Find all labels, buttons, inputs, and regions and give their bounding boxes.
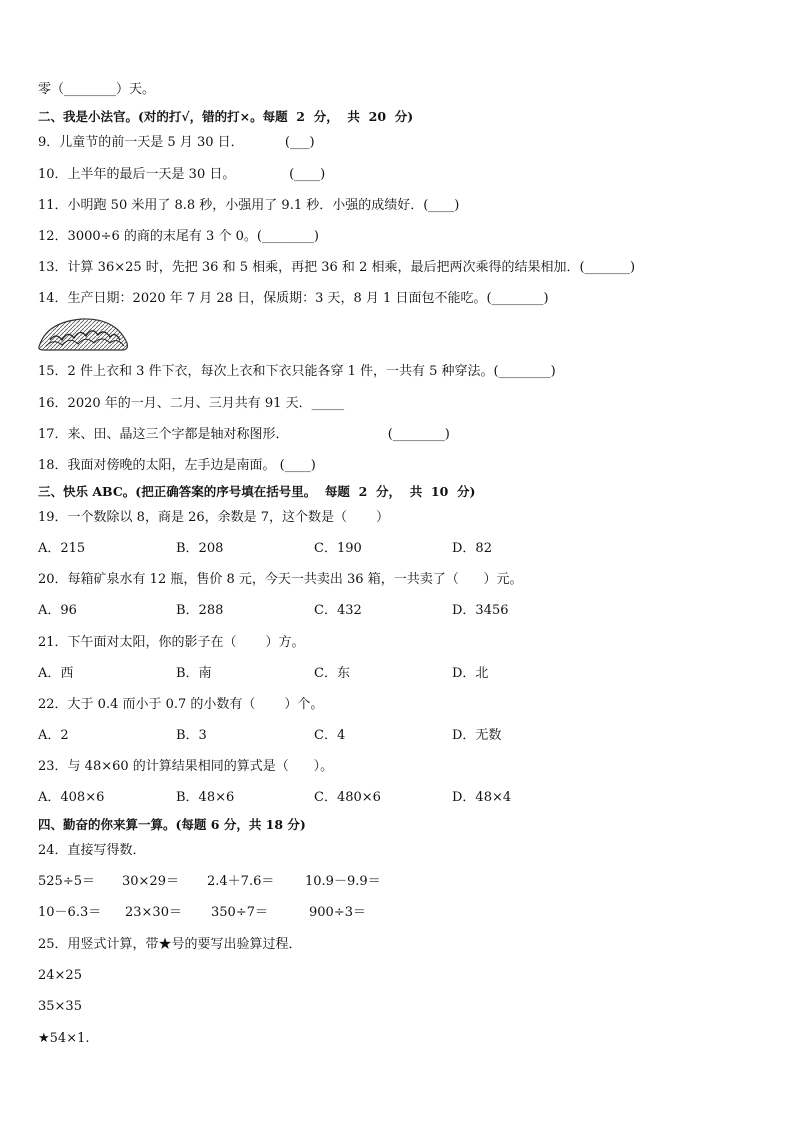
- q22-option-a: A．2: [38, 728, 69, 743]
- calc-item: 10－6.3＝: [38, 905, 102, 920]
- q23-option-b: B．48×6: [176, 790, 235, 805]
- question-13: 13．计算 36×25 时，先把 36 和 5 相乘，再把 36 和 2 相乘，最后把两次乘得的结果相加．(_______): [38, 260, 636, 275]
- q19-option-c: C．190: [314, 541, 362, 556]
- question-18: 18．我面对傍晚的太阳，左手边是南面。 (____): [38, 458, 316, 473]
- q20-option-b: B．288: [176, 603, 224, 618]
- q22-option-d: D．无数: [452, 728, 502, 743]
- calc-item: 10.9－9.9＝: [305, 874, 381, 889]
- calc-item: 525÷5＝: [38, 874, 95, 889]
- calc-item: 350÷7＝: [211, 905, 268, 920]
- q20-option-c: C．432: [314, 603, 362, 618]
- section-3-heading: 三、快乐 ABC。(把正确答案的序号填在括号里。 每题 2 分， 共 10 分): [38, 484, 476, 499]
- question-19: 19．一个数除以 8，商是 26，余数是 7，这个数是（ ）: [38, 510, 389, 525]
- question-21: 21．下午面对太阳，你的影子在（ ）方。: [38, 635, 305, 650]
- q21-option-d: D．北: [452, 666, 489, 681]
- bread-image: [36, 316, 130, 354]
- question-16: 16．2020 年的一月、二月、三月共有 91 天．_____: [38, 396, 345, 411]
- q23-option-a: A．408×6: [38, 790, 105, 805]
- question-11: 11．小明跑 50 米用了 8.8 秒，小强用了 9.1 秒．小强的成绩好．(____): [38, 198, 460, 213]
- question-14: 14．生产日期：2020 年 7 月 28 日，保质期：3 天，8 月 1 日面包不能吃。(________): [38, 291, 549, 306]
- question-15: 15．2 件上衣和 3 件下衣，每次上衣和下衣只能各穿 1 件，一共有 5 种穿法。(________): [38, 364, 556, 379]
- section-4-heading: 四、勤奋的你来算一算。(每题 6 分，共 18 分): [38, 817, 306, 832]
- q20-option-d: D．3456: [452, 603, 509, 618]
- q22-option-c: C．4: [314, 728, 346, 743]
- q19-option-b: B．208: [176, 541, 224, 556]
- fill-blank-tail: 零（________）天。: [38, 82, 156, 97]
- q23-option-c: C．480×6: [314, 790, 381, 805]
- question-17: 17．来、田、晶这三个字都是轴对称图形． (________): [38, 427, 450, 442]
- q21-option-b: B．南: [176, 666, 212, 681]
- vertical-calc-2: 35×35: [38, 999, 82, 1014]
- q19-option-a: A．215: [38, 541, 86, 556]
- question-9: 9．儿童节的前一天是 5 月 30 日． (___): [38, 135, 315, 150]
- calc-item: 900÷3＝: [309, 905, 366, 920]
- section-2-heading: 二、我是小法官。(对的打√，错的打×。每题 2 分， 共 20 分): [38, 109, 414, 124]
- vertical-calc-1: 24×25: [38, 968, 82, 983]
- question-23: 23．与 48×60 的计算结果相同的算式是（ ）。: [38, 759, 334, 774]
- q21-option-c: C．东: [314, 666, 350, 681]
- q22-option-b: B．3: [176, 728, 207, 743]
- q19-option-d: D．82: [452, 541, 492, 556]
- q21-option-a: A．西: [38, 666, 74, 681]
- calc-item: 2.4＋7.6＝: [207, 874, 275, 889]
- question-25: 25．用竖式计算，带★号的要写出验算过程．: [38, 937, 302, 952]
- calc-item: 23×30＝: [125, 905, 182, 920]
- q20-option-a: A．96: [38, 603, 77, 618]
- q23-option-d: D．48×4: [452, 790, 512, 805]
- question-24: 24．直接写得数．: [38, 843, 146, 858]
- vertical-calc-3: ★54×1.: [38, 1031, 90, 1046]
- calc-item: 30×29＝: [122, 874, 179, 889]
- question-20: 20．每箱矿泉水有 12 瓶，售价 8 元，今天一共卖出 36 箱，一共卖了（ ）元。: [38, 572, 523, 587]
- question-12: 12．3000÷6 的商的末尾有 3 个 0。(________): [38, 229, 320, 244]
- question-22: 22．大于 0.4 而小于 0.7 的小数有（ ）个。: [38, 697, 324, 712]
- question-10: 10．上半年的最后一天是 30 日。 (____): [38, 167, 326, 182]
